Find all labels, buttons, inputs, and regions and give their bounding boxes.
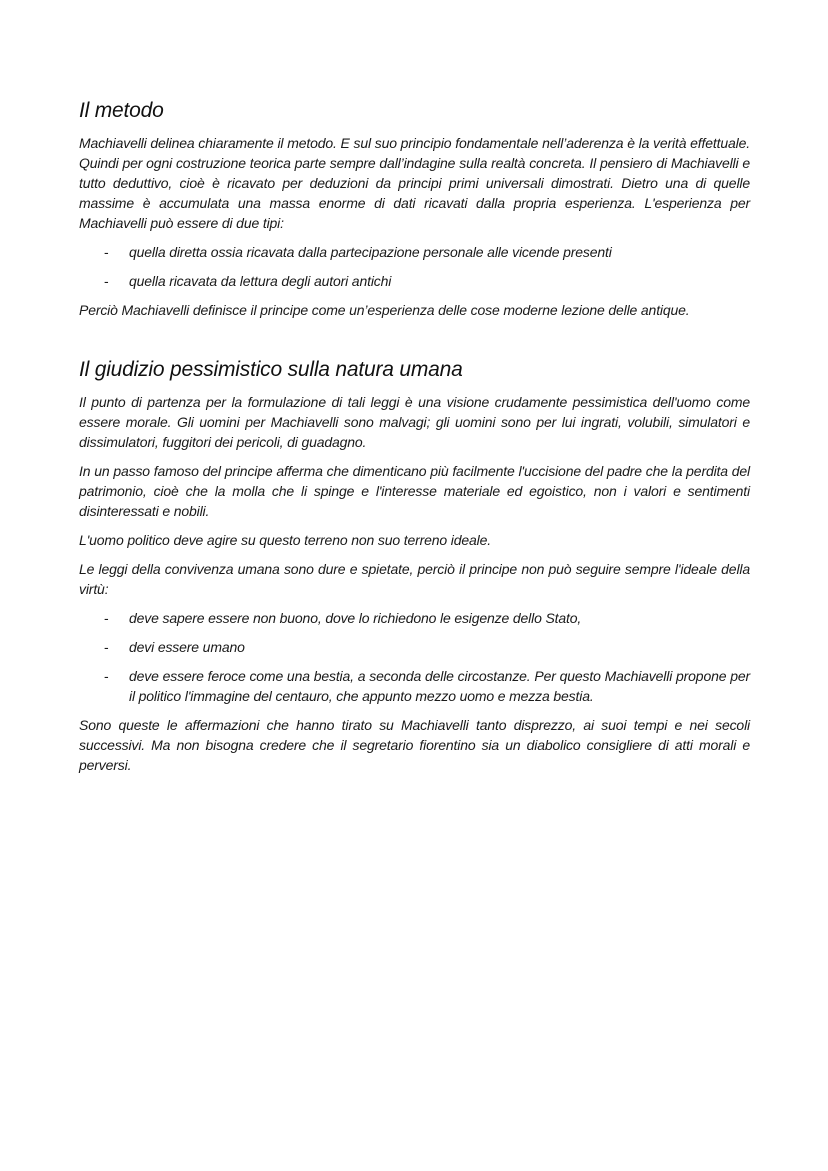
dash-marker: - [104, 668, 109, 684]
section-title-giudizio: Il giudizio pessimistico sulla natura umana [79, 358, 463, 381]
dash-marker: - [104, 244, 109, 260]
bullet-list [79, 242, 750, 291]
dash-marker: - [104, 639, 109, 655]
list-item-text: quella ricavata da lettura degli autori antichi [129, 273, 392, 289]
paragraph: Machiavelli delinea chiaramente il metodo. E sul suo principio fondamentale nell’aderenza è la verità effettuale. Quindi per ogni costruzione teorica parte sempre dall’indagine sulla realtà concreta. Il pensiero di Machiavelli e tutto deduttivo, cioè è ricavato per deduzioni da principi primi universali dimostrati. Dietro una di quelle massime è accumulata una massa enorme di dati ricavati dalla propria esperienza. L'esperienza per Machiavelli può essere di due tipi: [79, 135, 750, 231]
list-item-text: devi essere umano [129, 639, 245, 655]
list-item [79, 271, 750, 291]
paragraph: Il punto di partenza per la formulazione di tali leggi è una visione crudamente pessimistica dell'uomo come essere morale. Gli uomini per Machiavelli sono malvagi; gli uomini sono per lui ingrati, volubili, simulatori e dissimulatori, fuggitori dei pericoli, di guadagno. [79, 394, 750, 450]
section-title-metodo: Il metodo [79, 99, 164, 122]
list-item-text: deve sapere essere non buono, dove lo richiedono le esigenze dello Stato, [129, 610, 582, 626]
dash-marker: - [104, 610, 109, 626]
bullet-list [79, 608, 750, 706]
dash-marker: - [104, 273, 109, 289]
list-item [79, 637, 750, 657]
section-metodo [79, 97, 750, 320]
list-item-text: deve essere feroce come una bestia, a seconda delle circostanze. Per questo Machiavelli propone per il politico l'immagine del centauro, che appunto mezzo uomo e mezza bestia. [129, 668, 750, 704]
paragraph: Sono queste le affermazioni che hanno tirato su Machiavelli tanto disprezzo, ai suoi tempi e nei secoli successivi. Ma non bisogna credere che il segretario fiorentino sia un diabolico consigliere di atti morali e perversi. [79, 717, 750, 773]
list-item [79, 608, 750, 628]
list-item-text: quella diretta ossia ricavata dalla partecipazione personale alle vicende presenti [129, 244, 612, 260]
paragraph: L'uomo politico deve agire su questo terreno non suo terreno ideale. [79, 532, 491, 548]
paragraph: Perciò Machiavelli definisce il principe come un’esperienza delle cose moderne lezione delle antique. [79, 302, 690, 318]
paragraph: In un passo famoso del principe afferma che dimenticano più facilmente l'uccisione del padre che la perdita del patrimonio, cioè che la molla che li spinge e l'interesse materiale ed egoistico, non i valori e sentimenti disinteressati e nobili. [79, 463, 750, 519]
paragraph: Le leggi della convivenza umana sono dure e spietate, perciò il principe non può seguire sempre l'ideale della virtù: [79, 561, 750, 597]
section-giudizio [79, 356, 750, 775]
list-item [79, 242, 750, 262]
list-item [79, 666, 750, 706]
